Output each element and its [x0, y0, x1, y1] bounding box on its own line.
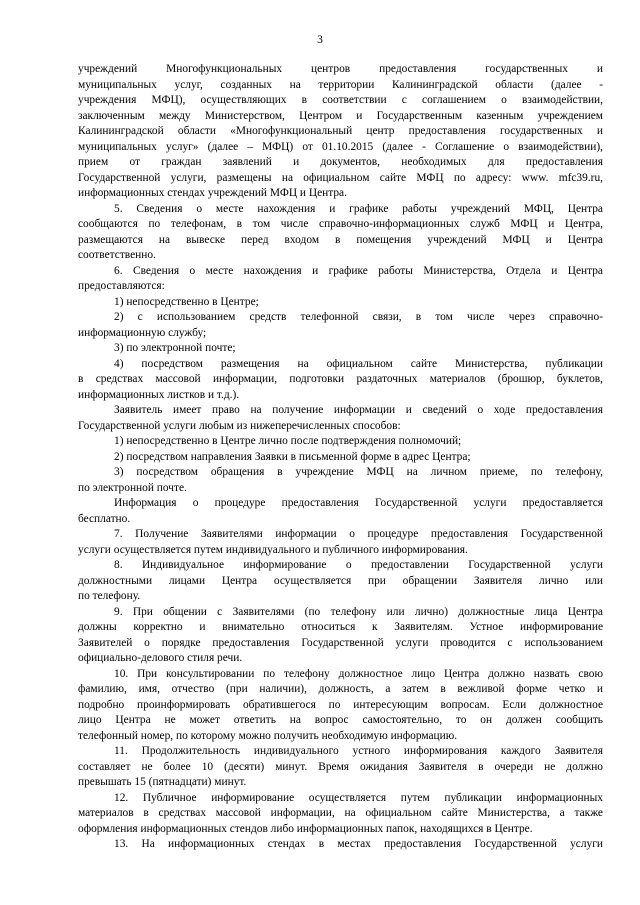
text-line: 11. Продолжительность индивидуального устного информирования каждого Заявителя [114, 745, 603, 757]
text-line: 1) непосредственно в Центре; [114, 295, 259, 308]
text-line: оформления информационных стендов либо информационных папок, находящихся в Центре. [78, 822, 533, 835]
text-line: Заявителей о порядке предоставления Государственной услуги проводится с использованием [78, 636, 603, 649]
text-line: фамилию, имя, отчество (при наличии), должность, а затем в вежливой форме четко и [78, 683, 603, 695]
text-line: услуги осуществляется путем индивидуального и публичного информирования. [78, 543, 468, 556]
text-line: Информация о процедуре предоставления Государственной услуги предоставляется [114, 497, 603, 509]
text-line: 3) по электронной почте; [114, 342, 236, 354]
text-line: муниципальных услуг» (далее – МФЦ) от 01.10.2015 (далее - Соглашение о взаимодействии), [78, 140, 603, 153]
text-line: прием от граждан заявлений и документов, необходимых для предоставления [78, 156, 603, 168]
text-line: 2) с использованием средств телефонной связи, в том числе через справочно- [114, 311, 603, 323]
text-line: Заявитель имеет право на получение информации и сведений о ходе предоставления [114, 404, 603, 416]
text-line: официально-делового стиля речи. [78, 652, 243, 664]
text-line: 7. Получение Заявителями информации о процедуре предоставления Государственной [114, 528, 603, 540]
text-line: 1) непосредственно в Центре лично после подтверждения полномочий; [114, 435, 462, 447]
text-line: заключенным между Министерством, Центром и Государственным казенным учреждением [78, 109, 603, 122]
text-line: телефонный номер, по которому можно получить необходимую информацию. [78, 729, 458, 742]
text-line: 2) посредством направления Заявки в письменной форме в адрес Центра; [114, 450, 471, 463]
text-line: соответственно. [78, 249, 156, 261]
text-line: информационную службу; [78, 326, 207, 339]
text-line: 9. При общении с Заявителями (по телефону или лично) должностные лица Центра [114, 605, 603, 618]
text-line: сообщаются по телефонам, в том числе справочно-информационных служб МФЦ и Центра, [78, 218, 603, 230]
text-line: учреждения МФЦ), осуществляющих в соответствии с соглашением о взаимодействии, [78, 94, 603, 106]
text-line: по телефону. [78, 590, 141, 602]
text-line: 5. Сведения о месте нахождения и графике работы учреждений МФЦ, Центра [114, 202, 603, 215]
text-line: по электронной почте. [78, 481, 187, 494]
text-line: предоставляются: [78, 280, 165, 292]
text-line: бесплатно. [78, 512, 131, 525]
page-number: 3 [317, 34, 323, 46]
text-line: 12. Публичное информирование осуществляется путем публикации информационных [114, 791, 603, 804]
text-line: муниципальных услуг, созданных на территории Калининградской области (далее - [78, 78, 603, 91]
text-line: 10. При консультировании по телефону должностное лицо Центра должно назвать свою [114, 667, 603, 680]
text-line: Калининградской области «Многофункциональный центр предоставления государственных и [78, 125, 603, 137]
text-line: информационных листков и т.д.). [78, 388, 240, 401]
text-line: 6. Сведения о месте нахождения и графике работы Министерства, Отдела и Центра [114, 264, 603, 277]
text-line: Государственной услуги любым из нижеперечисленных способов: [78, 419, 401, 432]
text-line: превышать 15 (пятнадцати) минут. [78, 776, 247, 788]
text-line: 8. Индивидуальное информирование о предоставлении Государственной услуги [114, 559, 603, 571]
text-line: размещаются на вывеске перед входом в помещения учреждений МФЦ и Центра [78, 233, 603, 246]
document-body [78, 62, 603, 853]
text-line: в средствах массовой информации, подготовки раздаточных материалов (брошюр, буклетов, [78, 373, 603, 385]
text-line: учреждений Многофункциональных центров предоставления государственных и [78, 63, 603, 75]
text-line: должностными лицами Центра осуществляется при обращении Заявителя лично или [78, 574, 603, 587]
text-line: материалов в средствах массовой информации, на официальном сайте Министерства, а также [78, 807, 603, 819]
text-line: 4) посредством размещения на официальном сайте Министерства, публикации [114, 357, 603, 370]
text-line: информационных стендах учреждений МФЦ и Центра. [78, 187, 347, 199]
text-line: подробно проинформировать обратившегося по интересующим вопросам. Если должностное [78, 698, 603, 711]
text-line: 13. На информационных стендах в местах предоставления Государственной услуги [114, 838, 603, 850]
text-line: 3) посредством обращения в учреждение МФЦ на личном приеме, по телефону, [114, 466, 603, 478]
text-line: должны корректно и внимательно относиться к Заявителям. Устное информирование [78, 621, 603, 633]
text-line: составляет не более 10 (десяти) минут. Время ожидания Заявителя в очереди не должно [78, 760, 603, 773]
text-line: Государственной услуги, размещены на официальном сайте МФЦ по адресу: www. mfc39.ru, [78, 171, 603, 184]
text-line: лицо Центра не может ответить на вопрос самостоятельно, то он должен сообщить [78, 714, 603, 726]
